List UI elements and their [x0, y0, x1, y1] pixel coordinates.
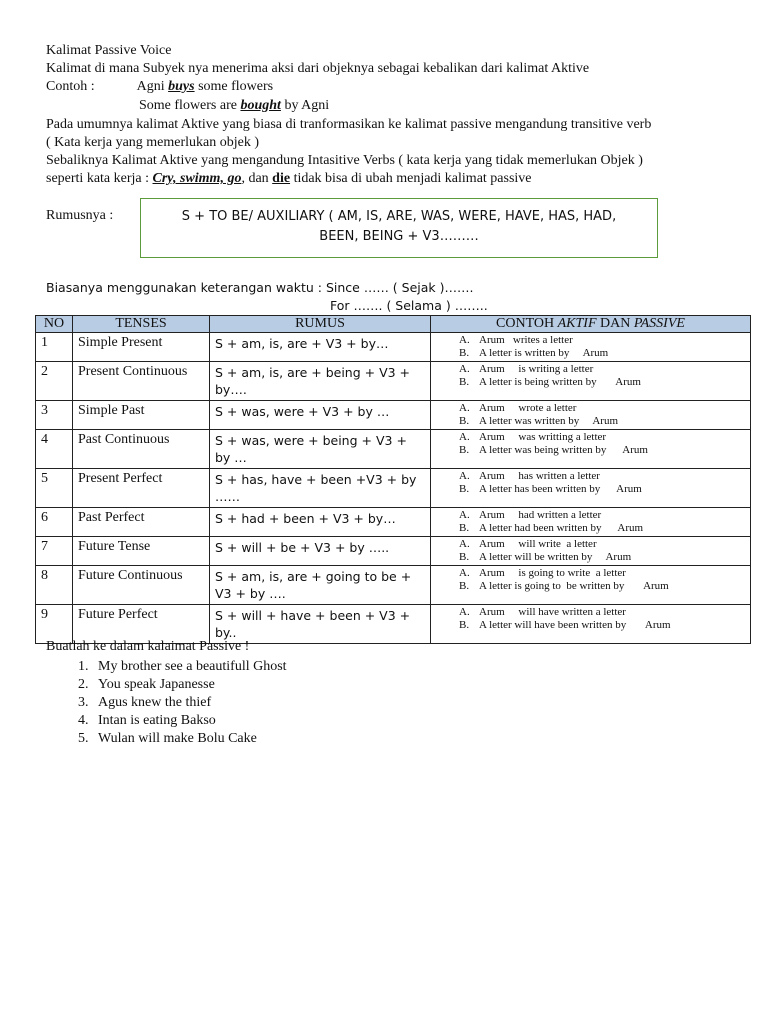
cell-tense: Future Continuous	[73, 566, 210, 605]
table-row	[36, 537, 751, 566]
example-marker: A.	[459, 509, 470, 521]
exercise-item: 1. My brother see a beautifull Ghost	[92, 658, 287, 676]
exercise-item: 5. Wulan will make Bolu Cake	[92, 730, 287, 748]
example-marker: B.	[459, 415, 470, 427]
table-row	[36, 333, 751, 362]
intransitive-verbs: Cry, swimm, go	[152, 171, 242, 186]
example-text: A letter is written by Arum	[479, 347, 609, 359]
example-text: Arum is going to write a letter	[479, 567, 626, 579]
cell-contoh	[431, 537, 751, 566]
example-active-line	[459, 431, 746, 444]
cell-no: 7	[36, 537, 73, 566]
keterangan-since: Biasanya menggunakan keterangan waktu : Since …… ( Sejak )…….	[46, 280, 474, 295]
table-header-row	[36, 316, 751, 333]
example-active-line	[459, 334, 746, 347]
example-passive-line	[459, 551, 746, 564]
example-text: Arum has written a letter	[479, 470, 600, 482]
table-row	[36, 508, 751, 537]
paragraph-transitive-1: Pada umumnya kalimat Aktive yang biasa di tranformasikan ke kalimat passive mengandung transitive verb	[46, 117, 652, 132]
example-text: A letter will be written by Arum	[479, 551, 632, 563]
example-active-line	[459, 509, 746, 522]
cell-no: 2	[36, 362, 73, 401]
example-marker: A.	[459, 606, 470, 618]
header-no: NO	[36, 316, 73, 333]
cell-no: 6	[36, 508, 73, 537]
example-passive-line	[459, 522, 746, 535]
cell-tense: Past Continuous	[73, 430, 210, 469]
tenses-table	[35, 315, 751, 644]
exercise-item: 2. You speak Japanesse	[92, 676, 287, 694]
exercise-instruction: Buatlah ke dalam kalaimat Passive !	[46, 639, 250, 654]
cell-rumus: S + will + be + V3 + by …..	[210, 537, 431, 566]
table-row	[36, 401, 751, 430]
example-text: Arum will write a letter	[479, 538, 597, 550]
example-active-line	[459, 470, 746, 483]
example-text: Arum had written a letter	[479, 509, 602, 521]
example-marker: B.	[459, 444, 470, 456]
cell-tense: Present Perfect	[73, 469, 210, 508]
example-marker: A.	[459, 470, 470, 482]
rumus-formula-box	[140, 198, 658, 258]
example-text: A letter has been written by Arum	[479, 483, 642, 495]
cell-no: 9	[36, 605, 73, 644]
cell-tense: Future Perfect	[73, 605, 210, 644]
cell-contoh	[431, 333, 751, 362]
cell-contoh	[431, 362, 751, 401]
header-rumus: RUMUS	[210, 316, 431, 333]
example-marker: B.	[459, 551, 470, 563]
cell-rumus: S + will + have + been + V3 + by..	[210, 605, 431, 644]
header-tenses: TENSES	[73, 316, 210, 333]
example-passive-line	[459, 376, 746, 389]
example-text: A letter had been written by Arum	[479, 522, 644, 534]
example-marker: B.	[459, 483, 470, 495]
example-text: A letter was written by Arum	[479, 415, 619, 427]
definition-text: Kalimat di mana Subyek nya menerima aksi dari objeknya sebagai kebalikan dari kalimat Aktive	[46, 61, 590, 76]
example-marker: B.	[459, 619, 470, 631]
example-active-line	[459, 363, 746, 376]
example-marker: A.	[459, 363, 470, 375]
header-contoh: CONTOH AKTIF DAN PASSIVE	[431, 316, 751, 333]
cell-no: 3	[36, 401, 73, 430]
cell-no: 1	[36, 333, 73, 362]
example-text: Arum wrote a letter	[479, 402, 577, 414]
table-row	[36, 430, 751, 469]
exercise-item: 4. Intan is eating Bakso	[92, 712, 287, 730]
example-text: Arum was writting a letter	[479, 431, 607, 443]
cell-contoh	[431, 566, 751, 605]
example-marker: B.	[459, 580, 470, 592]
example-active-line	[459, 402, 746, 415]
cell-tense: Present Continuous	[73, 362, 210, 401]
example-text: Arum is writing a letter	[479, 363, 594, 375]
example-passive: Some flowers are bought by Agni	[139, 98, 330, 113]
rumus-formula-line1: S + TO BE/ AUXILIARY ( AM, IS, ARE, WAS, WERE, HAVE, HAS, HAD,	[181, 209, 617, 224]
cell-rumus: S + am, is, are + V3 + by…	[210, 333, 431, 362]
cell-contoh	[431, 508, 751, 537]
example-marker: A.	[459, 431, 470, 443]
cell-rumus: S + has, have + been +V3 + by ……	[210, 469, 431, 508]
exercise-section	[46, 638, 287, 748]
verb-die: die	[272, 171, 291, 186]
example-label: Contoh :	[46, 79, 95, 94]
cell-no: 8	[36, 566, 73, 605]
rumus-formula-line2: BEEN, BEING + V3………	[319, 229, 479, 244]
cell-tense: Simple Present	[73, 333, 210, 362]
paragraph-intransitive-1: Sebaliknya Kalimat Aktive yang mengandung Intasitive Verbs ( kata kerja yang tidak memerlukan Objek )	[46, 153, 643, 168]
example-marker: A.	[459, 334, 470, 346]
example-active: Contoh : Agni buys some flowers	[46, 79, 274, 94]
keterangan-for: For ……. ( Selama ) ……..	[330, 298, 488, 313]
cell-tense: Past Perfect	[73, 508, 210, 537]
cell-tense: Future Tense	[73, 537, 210, 566]
cell-rumus: S + am, is, are + being + V3 + by….	[210, 362, 431, 401]
cell-tense: Simple Past	[73, 401, 210, 430]
cell-contoh	[431, 469, 751, 508]
table-row	[36, 469, 751, 508]
example-text: A letter is being written by Arum	[479, 376, 641, 388]
example-text: Arum writes a letter	[479, 334, 573, 346]
example-passive-line	[459, 580, 746, 593]
example-marker: A.	[459, 402, 470, 414]
paragraph-intransitive-2: seperti kata kerja : Cry, swimm, go, dan die tidak bisa di ubah menjadi kalimat passive	[46, 171, 532, 186]
example-passive-line	[459, 619, 746, 632]
cell-rumus: S + am, is, are + going to be + V3 + by ….	[210, 566, 431, 605]
example-passive-line	[459, 483, 746, 496]
example-marker: B.	[459, 347, 470, 359]
cell-contoh	[431, 430, 751, 469]
example-active-line	[459, 538, 746, 551]
cell-rumus: S + was, were + V3 + by …	[210, 401, 431, 430]
example-marker: B.	[459, 376, 470, 388]
active-verb: buys	[168, 79, 195, 94]
paragraph-transitive-2: ( Kata kerja yang memerlukan objek )	[46, 135, 260, 150]
example-marker: B.	[459, 522, 470, 534]
table-row	[36, 566, 751, 605]
example-text: A letter will have been written by Arum	[479, 619, 671, 631]
cell-contoh	[431, 605, 751, 644]
exercise-item: 3. Agus knew the thief	[92, 694, 287, 712]
page-title: Kalimat Passive Voice	[46, 43, 172, 58]
example-marker: A.	[459, 567, 470, 579]
cell-no: 5	[36, 469, 73, 508]
cell-contoh	[431, 401, 751, 430]
table-row	[36, 362, 751, 401]
example-marker: A.	[459, 538, 470, 550]
rumus-label: Rumusnya :	[46, 208, 114, 223]
example-text: A letter was being written by Arum	[479, 444, 648, 456]
example-passive-line	[459, 347, 746, 360]
example-text: A letter is going to be written by Arum	[479, 580, 669, 592]
example-text: Arum will have written a letter	[479, 606, 626, 618]
example-passive-line	[459, 444, 746, 457]
example-active-line	[459, 567, 746, 580]
cell-no: 4	[36, 430, 73, 469]
cell-rumus: S + was, were + being + V3 + by …	[210, 430, 431, 469]
example-passive-line	[459, 415, 746, 428]
example-active-line	[459, 606, 746, 619]
cell-rumus: S + had + been + V3 + by…	[210, 508, 431, 537]
passive-verb: bought	[240, 98, 281, 113]
exercise-list	[46, 658, 287, 748]
